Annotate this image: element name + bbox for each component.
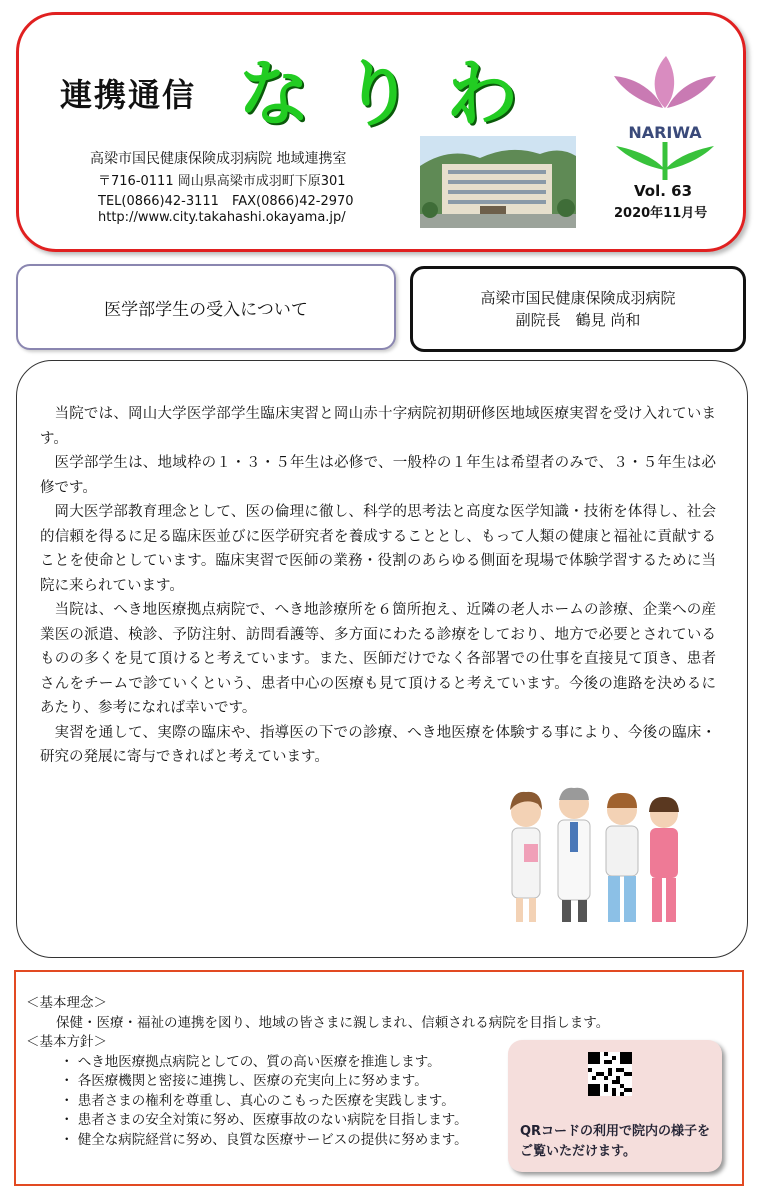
volume-number: Vol. 63 [634, 182, 693, 200]
article-paragraph: 当院は、へき地医療拠点病院で、へき地診療所を６箇所抱え、近隣の老人ホームの診療、企業への産業医の派遣、検診、予防注射、訪問看護等、多方面にわたる診療をしており、地方で必要とされているものの多くを見て頂けると考えています。また、医師だけでなく各部署での仕事を直接見て頂き、患者さんをチームで診ていくという、患者中心の医療も見て頂けると考えています。今後の進路を決めるにあたり、参考になれば幸いです。 [40, 602, 716, 716]
policy-item: ・ 各医療機関と密接に連携し、医療の充実向上に努めます。 [60, 1073, 428, 1089]
website-url[interactable]: http://www.city.takahashi.okayama.jp/ [98, 210, 346, 225]
publication-name: 連携通信 [60, 76, 197, 114]
policy-item: ・ 健全な病院経営に努め、良質な医療サービスの提供に努めます。 [60, 1131, 468, 1148]
article-title: 医学部学生の受入について [104, 299, 308, 320]
qr-code-icon[interactable] [588, 1052, 632, 1096]
qr-caption: QRコードの利用で院内の様子をご覧いただけます。 [520, 1124, 711, 1159]
policy-heading: ＜基本方針＞ [26, 1034, 107, 1050]
policy-item: ・ 患者さまの安全対策に努め、医療事故のない病院を目指します。 [60, 1112, 468, 1128]
author-name: 副院長 鶴見 尚和 [515, 311, 641, 329]
logo-text: NARIWA [628, 123, 702, 142]
article-body [40, 402, 716, 770]
issue-date: 2020年11月号 [614, 206, 708, 221]
philosophy-text: 保健・医療・福祉の連携を図り、地域の皆さまに親しまれ、信頼される病院を目指します。 [56, 1014, 610, 1031]
policy-item: ・ 患者さまの権利を尊重し、真心のこもった医療を実践します。 [60, 1092, 455, 1109]
medical-staff-illustration [498, 782, 688, 928]
postal-address: 〒716-0111 岡山県高梁市成羽町下原301 [98, 174, 346, 189]
article-paragraph: 実習を通して、実際の臨床や、指導医の下での診療、へき地医療を体験する事により、今後の臨床・研究の発展に寄与できればと考えています。 [40, 724, 716, 765]
article-paragraph: 当院では、岡山大学医学部学生臨床実習と岡山赤十字病院初期研修医地域医療実習を受け入れています。 [40, 406, 716, 447]
author-org: 高梁市国民健康保険成羽病院 [480, 289, 676, 307]
article-title-box [16, 264, 396, 350]
nariwa-flower-logo [600, 56, 730, 186]
newsletter-title: なりわ [238, 51, 551, 136]
hospital-building-photo [420, 136, 576, 228]
philosophy-heading: ＜基本理念＞ [26, 995, 107, 1011]
article-paragraph: 岡大医学部教育理念として、医の倫理に徹し、科学的思考法と高度な医学知識・技術を体得し、社会的信頼を得るに足る臨床医並びに医学研究者を養成することとし、もって人類の健康と福祉に貢献することを使命としています。臨床実習で医師の業務・役割のあらゆる側面を現場で体験学習するために当院に来られています。 [40, 504, 716, 594]
author-box [410, 266, 746, 352]
tel-fax: TEL(0866)42-3111 FAX(0866)42-2970 [98, 194, 354, 209]
org-name: 高梁市国民健康保険成羽病院 地域連携室 [90, 151, 347, 167]
policy-item: ・ へき地医療拠点病院としての、質の高い医療を推進します。 [60, 1053, 441, 1070]
article-paragraph: 医学部学生は、地域枠の１・３・５年生は必修で、一般枠の１年生は希望者のみで、３・５年生は必修です。 [40, 455, 716, 496]
